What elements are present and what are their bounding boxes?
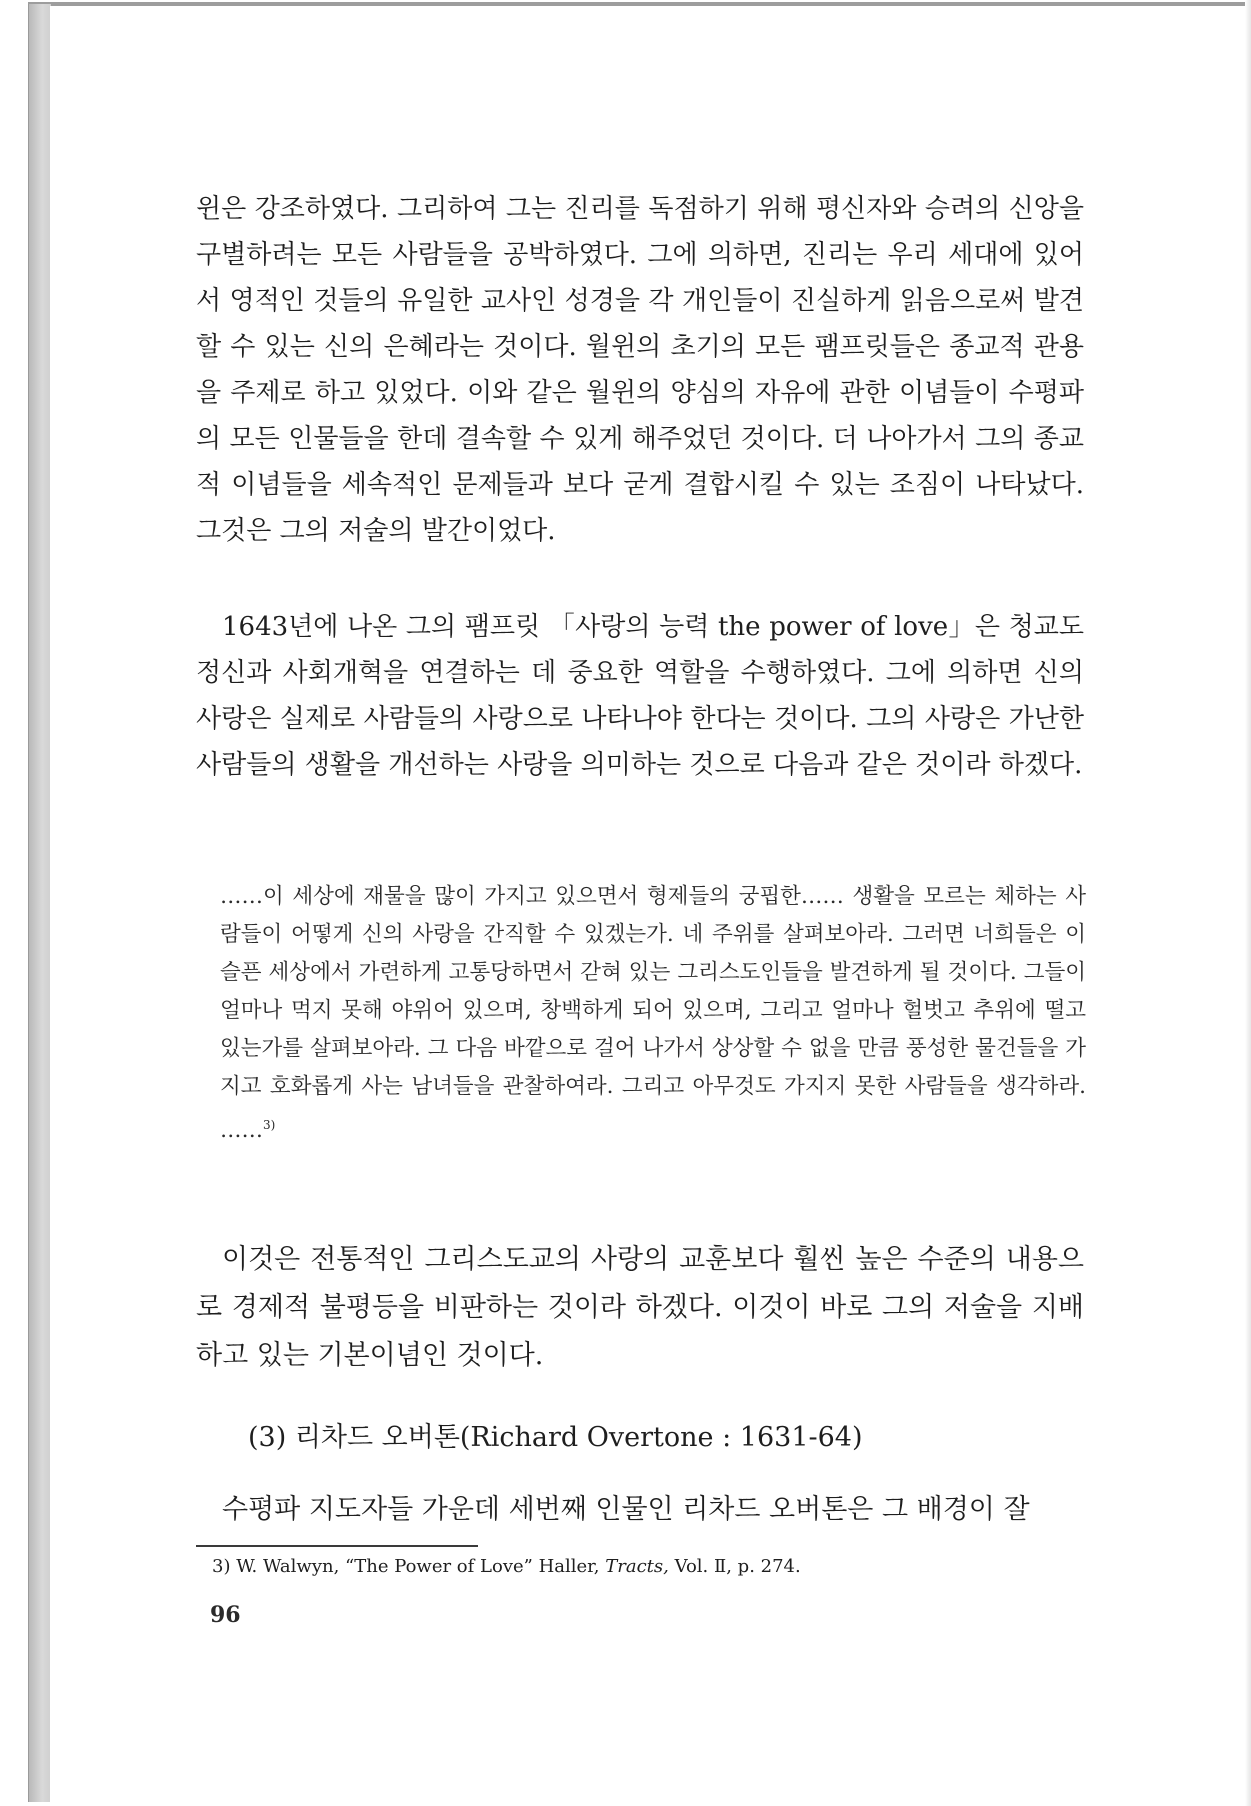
page-number: 96 bbox=[210, 1602, 241, 1628]
footnote-title: Tracts, bbox=[605, 1556, 669, 1577]
quote-footnote-ref: 3) bbox=[263, 1118, 276, 1132]
footnote-text: 3) W. Walwyn, “The Power of Love” Haller, bbox=[212, 1556, 600, 1577]
paragraph-3: 이것은 전통적인 그리스도교의 사랑의 교훈보다 훨씬 높은 수준의 내용으로 경제적 불평등을 비판하는 것이라 하겠다. 이것이 바로 그의 저술을 지배하고 있는 기본이념인 것이다. bbox=[196, 1244, 1084, 1371]
page-right-edge bbox=[1245, 0, 1251, 1806]
quote-text: ……이 세상에 재물을 많이 가지고 있으면서 형제들의 궁핍한…… 생활을 모르는 체하는 사람들이 어떻게 신의 사랑을 간직할 수 있겠는가. 네 주위를 살펴보아라. 그러면 너희들은 이 슬픈 세상에서 가련하게 고통당하면서 갇혀 있는 그리스도인들을 발견하게 될 것이다. 그들이 얼마나 먹지 못해 야위어 있으며, 창백하게 되어 있으며, 그리고 얼마나 헐벗고 추위에 떨고 있는가를 살펴보아라. 그 다음 바깥으로 걸어 나가서 상상할 수 없을 만큼 풍성한 물건들을 가지고 호화롭게 사는 남녀들을 관찰하여라. 그리고 아무것도 가지지 못한 사람들을 생각하라. …… bbox=[220, 884, 1086, 1144]
footnote-rule bbox=[196, 1545, 478, 1547]
book-spine bbox=[28, 4, 51, 1802]
footnote bbox=[212, 1556, 801, 1577]
paragraph-4: 수평파 지도자들 가운데 세번째 인물인 리차드 오버톤은 그 배경이 잘 bbox=[222, 1494, 1030, 1525]
paragraph-2: 1643년에 나온 그의 팸프릿 「사랑의 능력 the power of love」은 청교도 정신과 사회개혁을 연결하는 데 중요한 역할을 수행하였다. 그에 의하면 신의 사랑은 실제로 사람들의 사랑으로 나타나야 한다는 것이다. 그의 사랑은 가난한 사람들의 생활을 개선하는 사랑을 의미하는 것으로 다음과 같은 것이라 하겠다. bbox=[196, 612, 1084, 780]
block-quote bbox=[220, 878, 1086, 1150]
paragraph-1: 윈은 강조하였다. 그리하여 그는 진리를 독점하기 위해 평신자와 승려의 신앙을 구별하려는 모든 사람들을 공박하였다. 그에 의하면, 진리는 우리 세대에 있어서 영적인 것들의 유일한 교사인 성경을 각 개인들이 진실하게 읽음으로써 발견할 수 있는 신의 은혜라는 것이다. 월윈의 초기의 모든 팸프릿들은 종교적 관용을 주제로 하고 있었다. 이와 같은 월윈의 양심의 자유에 관한 이념들이 수평파의 모든 인물들을 한데 결속할 수 있게 해주었던 것이다. 더 나아가서 그의 종교적 이념들을 세속적인 문제들과 보다 굳게 결합시킬 수 있는 조짐이 나타났다. 그것은 그의 저술의 발간이었다. bbox=[196, 194, 1084, 546]
footnote-location: Vol. Ⅱ, p. 274. bbox=[674, 1556, 801, 1577]
section-heading: (3) 리차드 오버톤(Richard Overtone : 1631-64) bbox=[248, 1422, 863, 1453]
